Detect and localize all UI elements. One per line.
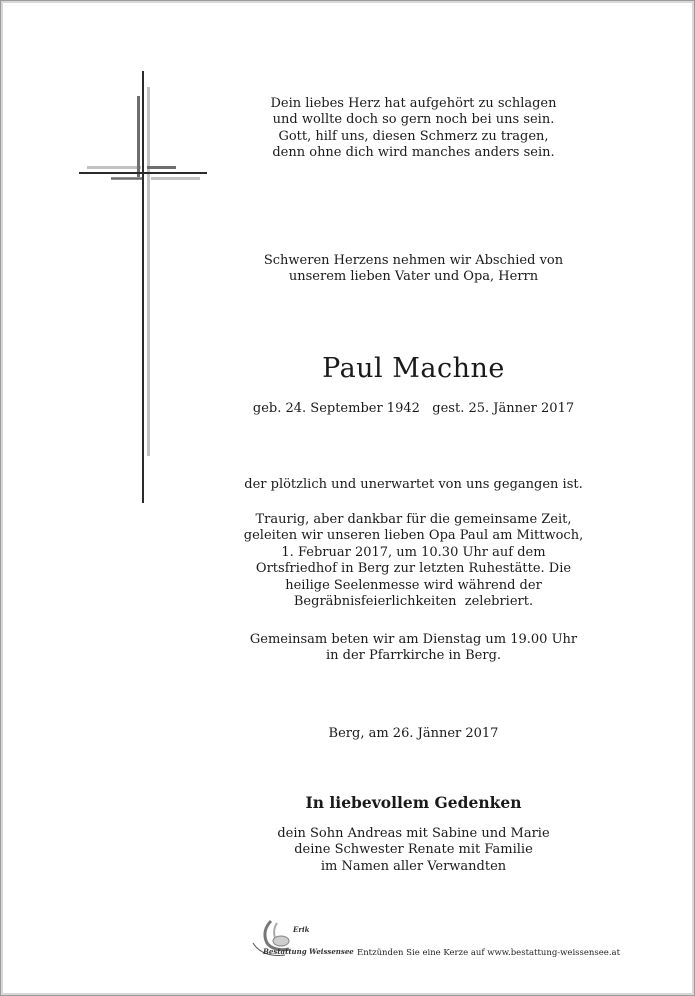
life-dates: [241, 401, 586, 417]
funeral-line: Begräbnisfeierlichkeiten zelebriert.: [293, 594, 534, 610]
intro-line: unserem lieben Vater und Opa, Herrn: [288, 269, 539, 285]
funeral-text: [241, 512, 586, 610]
passing-line: der plötzlich und unerwartet von uns gegangen ist.: [244, 477, 583, 492]
funeral-line: 1. Februar 2017, um 10.30 Uhr auf dem: [281, 544, 546, 560]
place-date-line: Berg, am 26. Jänner 2017: [328, 726, 499, 741]
cross-icon: [1, 1, 241, 521]
prayer-text: [241, 632, 586, 665]
verse-line: Dein liebes Herz hat aufgehört zu schlagen: [270, 96, 557, 111]
mourner-line: dein Sohn Andreas mit Sabine und Marie: [277, 826, 550, 841]
logo-name: Bestattung Weissensee: [263, 947, 354, 956]
funeral-line: geleiten wir unseren lieben Opa Paul am Mittwoch,: [243, 528, 584, 544]
mourners-list: [241, 826, 586, 875]
logo-top-text: Erik: [293, 925, 310, 934]
verse-line: denn ohne dich wird manches anders sein.: [272, 145, 555, 161]
intro-line: Schweren Herzens nehmen wir Abschied von: [263, 253, 564, 268]
mourner-line: deine Schwester Renate mit Familie: [294, 842, 533, 858]
passing-text: [241, 477, 586, 493]
intro-text: [241, 253, 586, 286]
deceased-name: Paul Machne: [322, 353, 505, 384]
prayer-line: in der Pfarrkirche in Berg.: [325, 648, 502, 664]
place-date: [241, 726, 586, 742]
verse-line: Gott, hilf uns, diesen Schmerz zu tragen,: [278, 128, 549, 144]
verse-line: und wollte doch so gern noch bei uns sein.: [272, 112, 555, 128]
funeral-line: Ortsfriedhof in Berg zur letzten Ruhestätte. Die: [255, 561, 572, 577]
memory-heading: In liebevollem Gedenken: [305, 793, 522, 812]
funeral-line: Traurig, aber dankbar für die gemeinsame Zeit,: [255, 512, 572, 527]
funeral-line: heilige Seelenmesse wird während der: [285, 577, 542, 593]
dates-line: geb. 24. September 1942 gest. 25. Jänner 2017: [252, 401, 575, 416]
footer-link-text[interactable]: Entzünden Sie eine Kerze auf www.bestattung-weissensee.at: [357, 948, 621, 958]
verse: [241, 96, 586, 162]
prayer-line: Gemeinsam beten wir am Dienstag um 19.00 Uhr: [249, 632, 578, 647]
mourner-line: im Namen aller Verwandten: [320, 858, 507, 874]
